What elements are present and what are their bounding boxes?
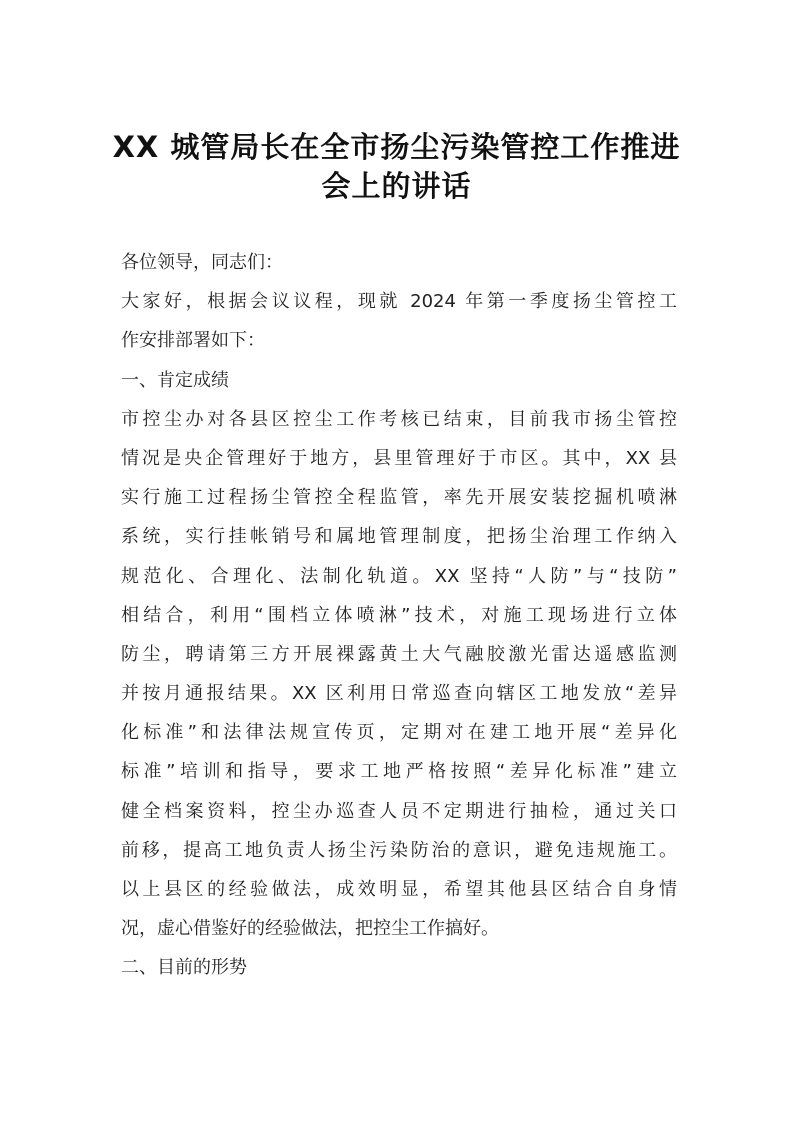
paragraph-line: 相结合，利用“围档立体喷淋”技术，对施工现场进行立体 [121,604,677,626]
title-line-2: 会上的讲话 [321,169,472,204]
paragraph-line: 健全档案资料，控尘办巡查人员不定期进行抽检，通过关口 [121,800,677,822]
intro-line: 作安排部署如下： [121,330,265,352]
salutation: 各位领导，同志们： [121,252,283,273]
paragraph-line: 以上县区的经验做法，成效明显，希望其他县区结合自身情 [121,879,677,900]
paragraph-line: 实行施工过程扬尘管控全程监管，率先开展安装挖掘机喷淋 [121,487,677,509]
paragraph-line: 标准”培训和指导，要求工地严格按照“差异化标准”建立 [121,761,677,783]
section-heading-2: 二、目前的形势 [121,957,247,979]
title-line-1: XX 城管局长在全市扬尘污染管控工作推进 [112,130,681,164]
section-heading-1: 一、肯定成绩 [121,369,229,391]
paragraph-line: 系统，实行挂帐销号和属地管理制度，把扬尘治理工作纳入 [121,526,677,548]
paragraph-line: 并按月通报结果。XX 区利用日常巡查向辖区工地发放“差异 [121,683,677,705]
intro-line: 大家好，根据会议议程，现就 2024 年第一季度扬尘管控工 [121,291,677,313]
paragraph-line: 情况是央企管理好于地方，县里管理好于市区。其中，XX 县 [121,447,677,469]
document-body [121,243,677,988]
paragraph-line: 况，虚心借鉴好的经验做法，把控尘工作搞好。 [121,918,499,940]
paragraph-line: 规范化、合理化、法制化轨道。XX 坚持“人防”与“技防” [121,565,677,587]
paragraph-line: 市控尘办对各县区控尘工作考核已结束，目前我市扬尘管控 [121,408,677,430]
paragraph-line: 化标准”和法律法规宣传页，定期对在建工地开展“差异化 [121,722,677,744]
paragraph-line: 防尘，聘请第三方开展裸露黄土大气融胶激光雷达遥感监测 [121,643,677,665]
paragraph-line: 前移，提高工地负责人扬尘污染防治的意识，避免违规施工。 [121,839,677,861]
document-title [100,122,693,204]
